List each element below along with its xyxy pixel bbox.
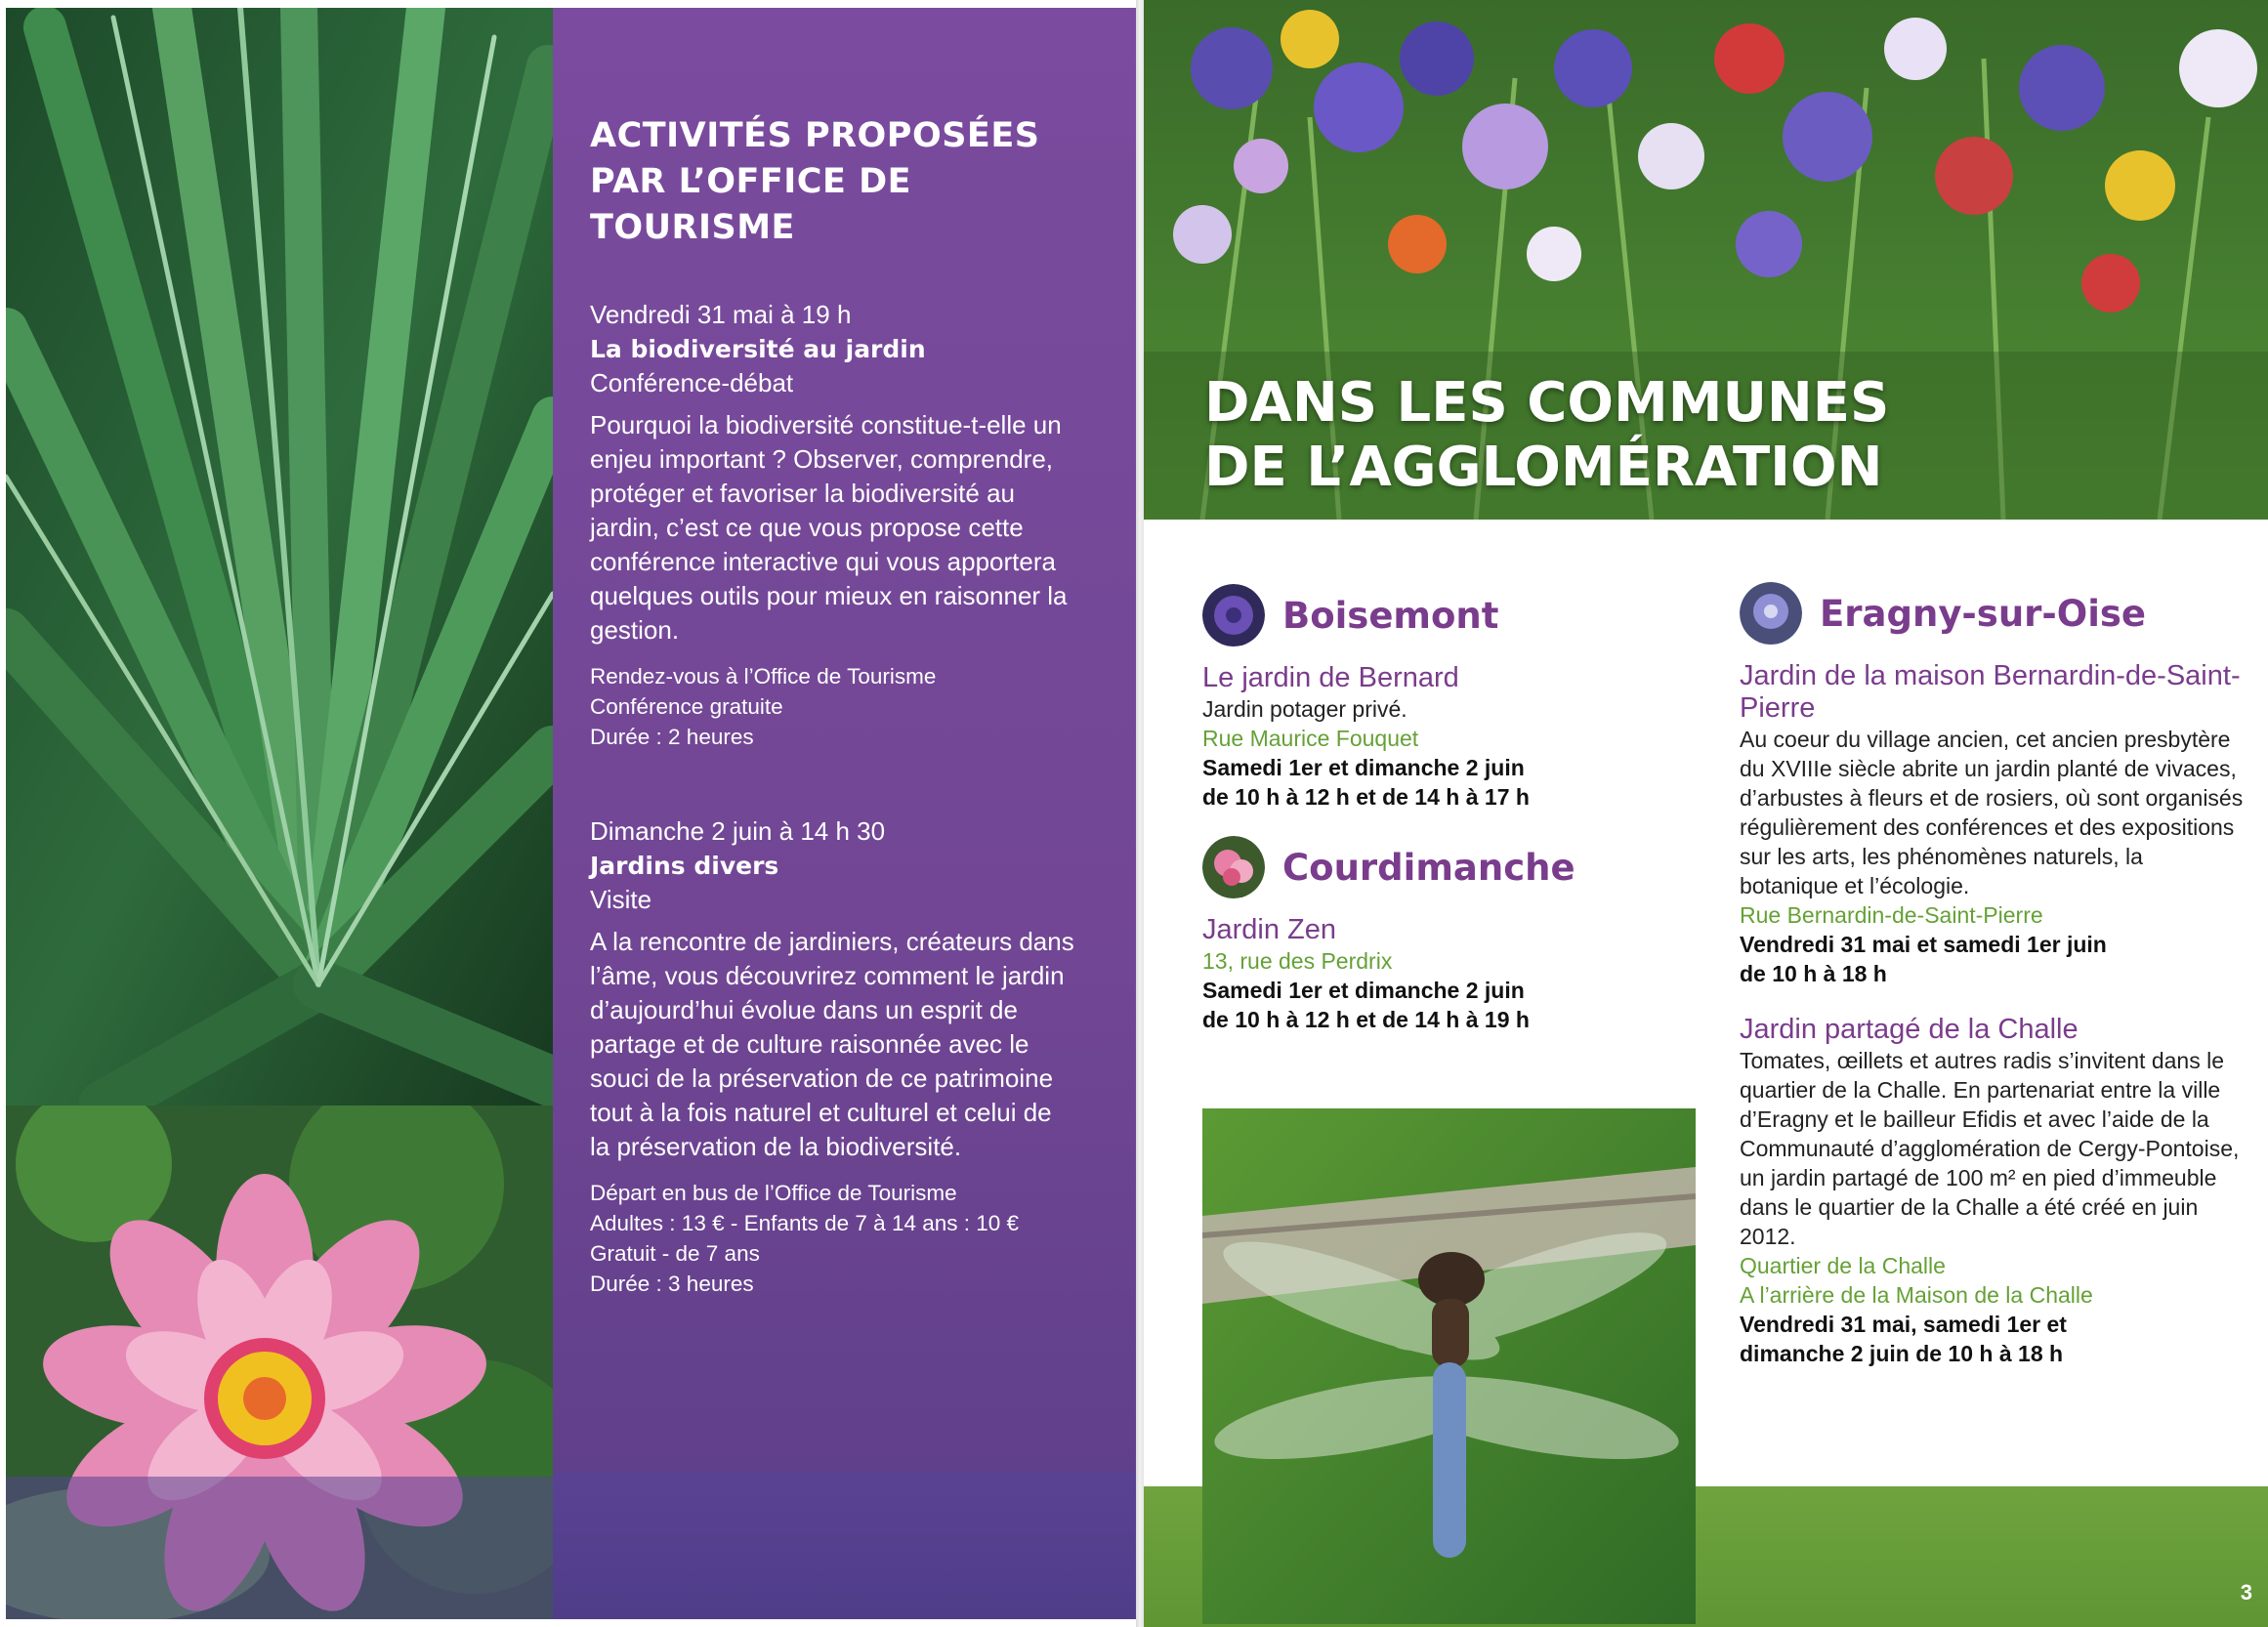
garden-dates: Vendredi 31 mai et samedi 1er juin (1740, 932, 2107, 957)
garden-description: Tomates, œillets et autres radis s’invitent dans le quartier de la Challe. En partenariat entre la ville d’Eragny et le bailleur Efidis et avec l’aide de la Communauté d’agglomération de Cergy-Pontoise, un jardin partagé de 100 m² en pied d’immeuble dans le quartier de la Challe a été créé en juin 2012. (1740, 1048, 2240, 1249)
event-type: Visite (590, 885, 652, 914)
event-info-line: Conférence gratuite (590, 694, 783, 719)
garden-dates: Vendredi 31 mai, samedi 1er et (1740, 1312, 2067, 1337)
garden-name: Jardin de la maison Bernardin-de-Saint-Pierre (1740, 660, 2241, 724)
activities-panel (553, 8, 1136, 1619)
dragonfly-photo (1202, 1108, 1696, 1624)
garden-entry (1740, 1014, 2247, 1368)
garden-description: Au coeur du village ancien, cet ancien presbytère du XVIIIe siècle abrite un jardin planté de vivaces, d’arbustes à fleurs et de rosiers, où sont organisés régulièrement des conférences et des expositions sur les arts, les phénomènes naturels, la botanique et l’écologie. (1740, 727, 2244, 898)
event-title: La biodiversité au jardin (590, 335, 926, 363)
garden-dates: Samedi 1er et dimanche 2 juin (1202, 978, 1525, 1003)
activities-title: ACTIVITÉS PROPOSÉES PAR L’OFFICE DE TOURISME (590, 116, 1040, 247)
garden-entry (1740, 660, 2247, 988)
garden-name: Jardin partagé de la Challe (1740, 1014, 2079, 1045)
garden-name: Jardin Zen (1202, 914, 1337, 945)
event-description: Pourquoi la biodiversité constitue-t-elle un enjeu important ? Observer, comprendre, protéger et favoriser la biodiversité au jardin, c’est ce que vous propose cette conférence interactive qui vous apportera quelques outils pour mieux en raisonner la gestion. (590, 410, 1068, 645)
commune-courdimanche (1202, 834, 1691, 1034)
event-info-line: Départ en bus de l’Office de Tourisme (590, 1181, 957, 1205)
event-gardens-visit (590, 814, 1097, 1299)
communes-title-line: DE L’AGGLOMÉRATION (1204, 436, 1883, 499)
commune-heading (1202, 582, 1691, 648)
commune-name: Courdimanche (1282, 846, 1575, 889)
commune-name: Boisemont (1282, 594, 1499, 637)
event-info-line: Durée : 2 heures (590, 725, 754, 749)
garden-address: Quartier de la Challe (1740, 1253, 1946, 1278)
garden-dates: Samedi 1er et dimanche 2 juin (1202, 755, 1525, 780)
event-description: A la rencontre de jardiniers, créateurs dans l’âme, vous découvrirez comment le jardin d’aujourd’hui évolue dans un esprit de partage et de culture raisonnée avec le souci de la préservation de ce patrimoine tout à la fois naturel et culturel et celui de la préservation de la biodiversité. (590, 927, 1074, 1161)
event-info (590, 1178, 1097, 1299)
event-biodiversity (590, 298, 1097, 752)
commune-name: Eragny-sur-Oise (1820, 592, 2147, 635)
flower-badge-icon (1202, 836, 1265, 898)
garden-entry (1202, 914, 1691, 1034)
commune-heading (1740, 580, 2247, 647)
water-lily-photo (6, 1106, 553, 1619)
garden-address: Rue Maurice Fouquet (1202, 726, 1419, 751)
commune-boisemont (1202, 582, 1691, 812)
event-info-line: Adultes : 13 € - Enfants de 7 à 14 ans : 10 € (590, 1211, 1020, 1235)
event-info-line: Gratuit - de 7 ans (590, 1241, 760, 1266)
event-type: Conférence-débat (590, 368, 794, 397)
panel-bottom-band (553, 1473, 1136, 1619)
event-info-line: Durée : 3 heures (590, 1272, 754, 1296)
right-page (1144, 0, 2268, 1627)
garden-dates: de 10 h à 12 h et de 14 h à 19 h (1202, 1007, 1530, 1032)
event-title: Jardins divers (590, 852, 779, 880)
garden-description: Jardin potager privé. (1202, 696, 1407, 722)
garden-address: A l’arrière de la Maison de la Challe (1740, 1282, 2093, 1308)
page-number: 3 (2240, 1580, 2252, 1605)
page-spine (1136, 0, 1144, 1627)
event-date: Dimanche 2 juin à 14 h 30 (590, 816, 886, 846)
commune-heading (1202, 834, 1691, 900)
flower-badge-icon (1740, 582, 1802, 645)
flower-badge-icon (1202, 584, 1265, 647)
garden-entry (1202, 662, 1691, 812)
garden-dates: de 10 h à 18 h (1740, 961, 1887, 986)
communes-title (1204, 371, 1889, 500)
communes-title-line: DANS LES COMMUNES (1204, 371, 1890, 435)
event-info (590, 661, 1097, 752)
garden-address: 13, rue des Perdrix (1202, 948, 1393, 974)
garden-name: Le jardin de Bernard (1202, 662, 1459, 693)
commune-eragny (1740, 580, 2247, 1368)
garden-dates: dimanche 2 juin de 10 h à 18 h (1740, 1341, 2064, 1366)
garden-address: Rue Bernardin-de-Saint-Pierre (1740, 902, 2043, 928)
yucca-plant-photo (6, 8, 553, 1106)
event-info-line: Rendez-vous à l’Office de Tourisme (590, 664, 937, 688)
garden-dates: de 10 h à 12 h et de 14 h à 17 h (1202, 784, 1530, 810)
event-date: Vendredi 31 mai à 19 h (590, 300, 852, 329)
